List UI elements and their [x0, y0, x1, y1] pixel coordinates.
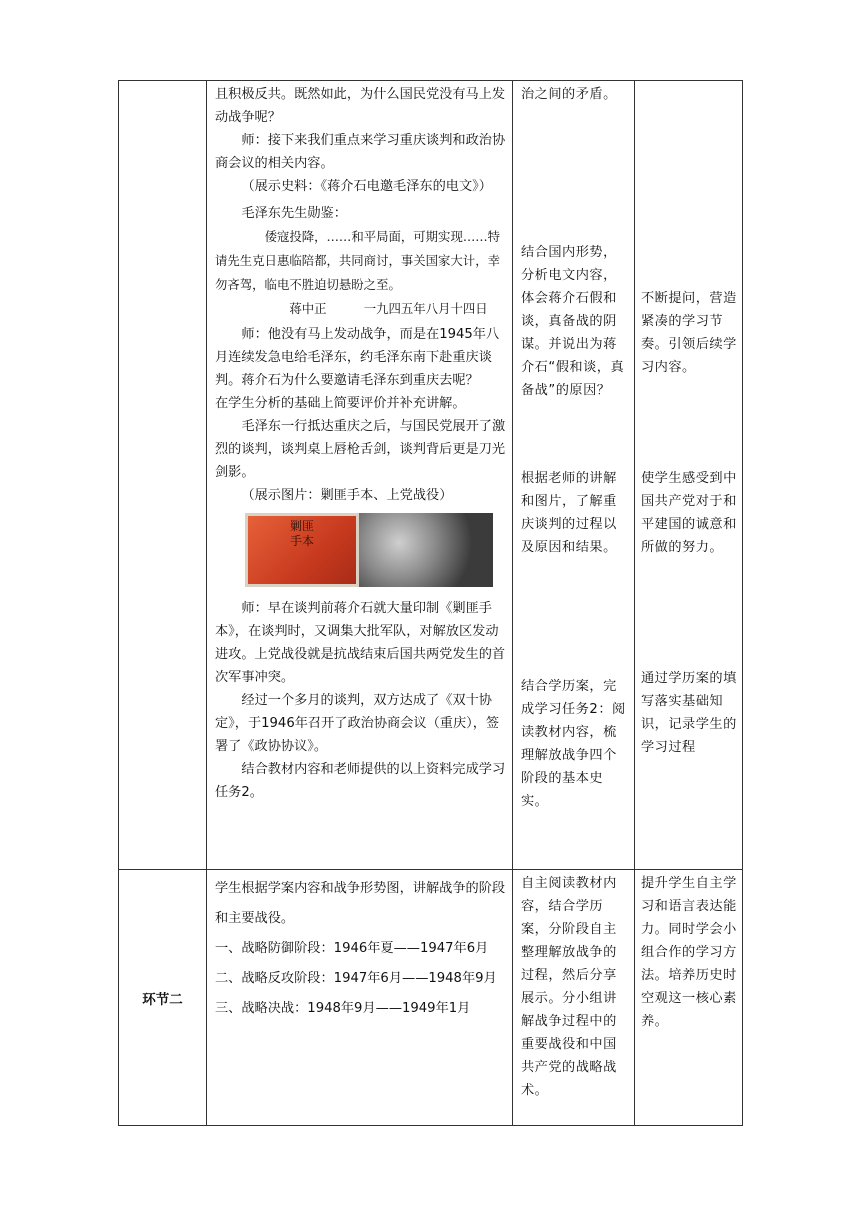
paragraph: 毛泽东一行抵达重庆之后，与国民党展开了激烈的谈判，谈判桌上唇枪舌剑，谈判背后更是刀光剑影。 [215, 419, 506, 480]
table-row [119, 870, 743, 1126]
table-row [119, 81, 743, 870]
paragraph: （展示史料：《蒋介石电邀毛泽东的电文》） [241, 179, 492, 194]
intent-text: 提升学生自主学习和语言表达能力。同时学会小组合作的学习方法。培养历史时空观这一核心素养。 [641, 876, 737, 1029]
paragraph: （展示图片：剿匪手本、上党战役） [241, 488, 453, 503]
image-row [245, 513, 506, 587]
teacher-activity-cell [207, 81, 513, 870]
handbook-photo [245, 513, 359, 587]
stage-label: 环节二 [142, 991, 183, 1008]
paragraph: 一、战略防御阶段：1946年夏——1947年6月 [215, 941, 489, 956]
paragraph: 二、战略反攻阶段：1947年6月——1948年9月 [215, 971, 497, 986]
paragraph: 经过一个多月的谈判，双方达成了《双十协定》，于1946年召开了政治协商会议（重庆），签署了《政协协议》。 [215, 693, 500, 754]
telegram-signature: 蒋中正 一九四五年八月十四日 [289, 301, 488, 316]
paragraph: 结合教材内容和老师提供的以上资料完成学习任务2。 [215, 762, 506, 800]
teacher-activity-cell [207, 870, 513, 1126]
student-activity-cell [513, 870, 635, 1126]
paragraph: 学生根据学案内容和战争形势图，讲解战争的阶段和主要战役。 [215, 881, 506, 926]
stage-label-cell [119, 81, 207, 870]
student-text: 自主阅读教材内容，结合学历案，分阶段自主整理解放战争的过程，然后分享展示。分小组讲解战争过程中的重要战役和中国共产党的战略战术。 [521, 876, 617, 1098]
intent-text: 不断提问，营造紧凑的学习节奏。引领后续学习内容。 [641, 291, 737, 375]
student-activity-cell [513, 81, 635, 870]
student-text: 治之间的矛盾。 [521, 87, 617, 102]
lesson-plan-table [118, 80, 743, 1126]
telegram-text: 倭寇投降，……和平局面，可期实现……特请先生克日惠临陪都，共同商讨，事关国家大计，幸勿吝驾，临电不胜迫切悬盼之至。 [215, 229, 501, 292]
stage-label-cell [119, 870, 207, 1126]
student-text: 结合国内形势，分析电文内容，体会蒋介石假和谈，真备战的阴谋。并说出为蒋介石“假和谈，真备战”的原因？ [521, 245, 625, 398]
paragraph: 在学生分析的基础上简要评价并补充讲解。 [215, 396, 466, 411]
design-intent-cell [635, 81, 743, 870]
paragraph: 师：早在谈判前蒋介石就大量印制《剿匪手本》，在谈判时，又调集大批军队，对解放区发动进攻。上党战役就是抗战结束后国共两党发生的首次军事冲突。 [215, 601, 506, 685]
salutation: 毛泽东先生勋鉴： [241, 206, 347, 221]
paragraph: 且积极反共。既然如此，为什么国民党没有马上发动战争呢？ [215, 87, 506, 125]
student-text: 根据老师的讲解和图片，了解重庆谈判的过程以及原因和结果。 [521, 471, 617, 555]
paragraph: 三、战略决战：1948年9月——1949年1月 [215, 1001, 471, 1016]
paragraph: 师：接下来我们重点来学习重庆谈判和政治协商会议的相关内容。 [215, 133, 506, 171]
battle-photo [359, 513, 493, 587]
intent-text: 通过学历案的填写落实基础知识，记录学生的学习过程 [641, 671, 737, 755]
student-text: 结合学历案，完成学习任务2：阅读教材内容，梳理解放战争四个阶段的基本史实。 [521, 679, 626, 809]
paragraph: 师：他没有马上发动战争，而是在1945年八月连续发急电给毛泽东，约毛泽东南下赴重庆谈判。蒋介石为什么要邀请毛泽东到重庆去呢？ [215, 327, 500, 388]
design-intent-cell [635, 870, 743, 1126]
intent-text: 使学生感受到中国共产党对于和平建国的诚意和所做的努力。 [641, 471, 737, 555]
handbook-title: 剿匪手本 [289, 519, 314, 548]
